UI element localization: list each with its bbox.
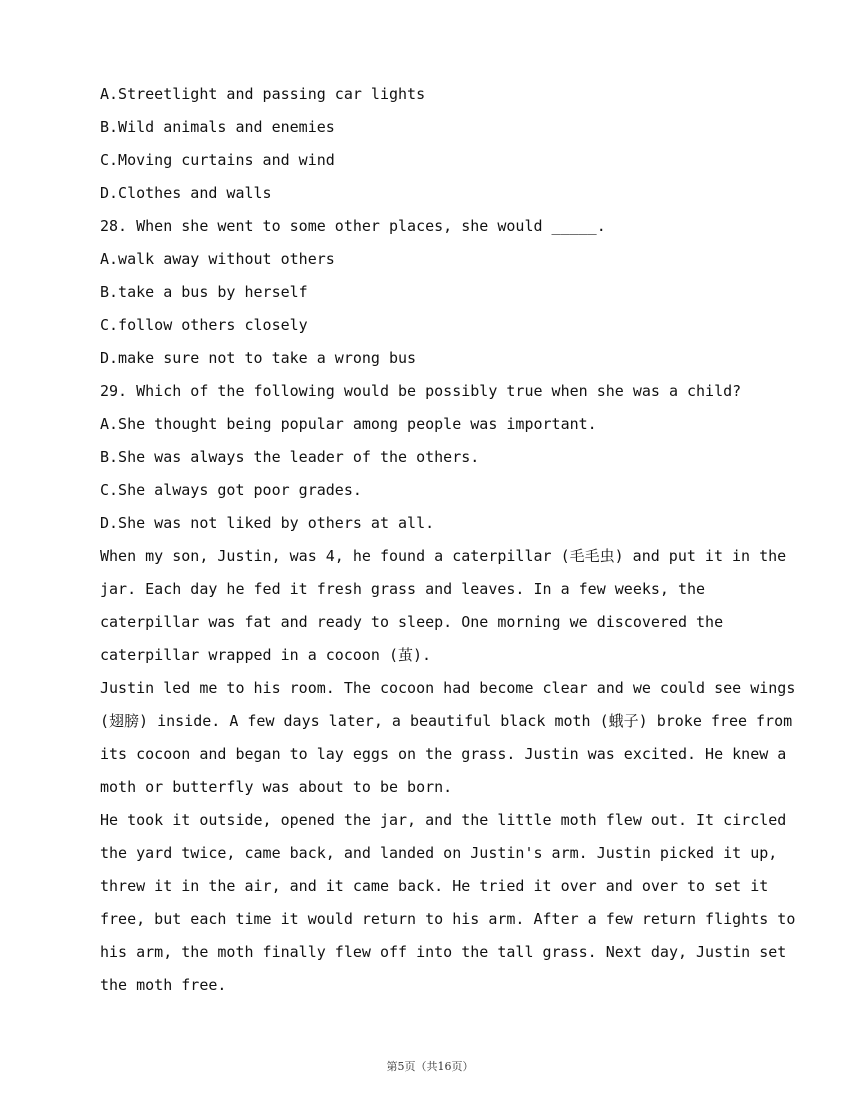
q28-option-b: B.take a bus by herself bbox=[100, 283, 308, 301]
passage-p3-line: the yard twice, came back, and landed on Justin's arm. Justin picked it up, bbox=[100, 844, 778, 862]
passage-p2-line: moth or butterfly was about to be born. bbox=[100, 778, 453, 796]
page-number-label: 第5页（共16页） bbox=[386, 1060, 474, 1073]
passage-p3-line: the moth free. bbox=[100, 976, 227, 994]
q29-option-b: B.She was always the leader of the others. bbox=[100, 448, 480, 466]
q29-option-a: A.She thought being popular among people was important. bbox=[100, 415, 597, 433]
q28-option-a: A.walk away without others bbox=[100, 250, 335, 268]
q29-option-c: C.She always got poor grades. bbox=[100, 481, 362, 499]
q27-option-a: A.Streetlight and passing car lights bbox=[100, 85, 426, 103]
q27-option-b: B.Wild animals and enemies bbox=[100, 118, 335, 136]
passage-p1-line: jar. Each day he fed it fresh grass and leaves. In a few weeks, the bbox=[100, 580, 706, 598]
passage-p3-line: his arm, the moth finally flew off into the tall grass. Next day, Justin set bbox=[100, 943, 787, 961]
q28-question: 28. When she went to some other places, she would _____. bbox=[100, 217, 606, 235]
page-content bbox=[100, 78, 796, 1002]
page-footer bbox=[0, 1058, 860, 1074]
q27-option-d: D.Clothes and walls bbox=[100, 184, 272, 202]
passage-p2-line: Justin led me to his room. The cocoon had become clear and we could see wings bbox=[100, 679, 796, 697]
passage-p1-line: caterpillar wrapped in a cocoon (茧). bbox=[100, 646, 432, 664]
q28-option-c: C.follow others closely bbox=[100, 316, 308, 334]
passage-p1-line: caterpillar was fat and ready to sleep. One morning we discovered the bbox=[100, 613, 724, 631]
passage-p2-line: its cocoon and began to lay eggs on the grass. Justin was excited. He knew a bbox=[100, 745, 787, 763]
passage-p3-line: threw it in the air, and it came back. He tried it over and over to set it bbox=[100, 877, 769, 895]
passage-p1-line: When my son, Justin, was 4, he found a caterpillar (毛毛虫) and put it in the bbox=[100, 547, 787, 565]
passage-p3-line: He took it outside, opened the jar, and the little moth flew out. It circled bbox=[100, 811, 787, 829]
q29-question: 29. Which of the following would be possibly true when she was a child? bbox=[100, 382, 742, 400]
q28-option-d: D.make sure not to take a wrong bus bbox=[100, 349, 417, 367]
passage-p2-line: (翅膀) inside. A few days later, a beautiful black moth (蛾子) broke free from bbox=[100, 712, 793, 730]
passage-p3-line: free, but each time it would return to his arm. After a few return flights to bbox=[100, 910, 796, 928]
q29-option-d: D.She was not liked by others at all. bbox=[100, 514, 435, 532]
q27-option-c: C.Moving curtains and wind bbox=[100, 151, 335, 169]
